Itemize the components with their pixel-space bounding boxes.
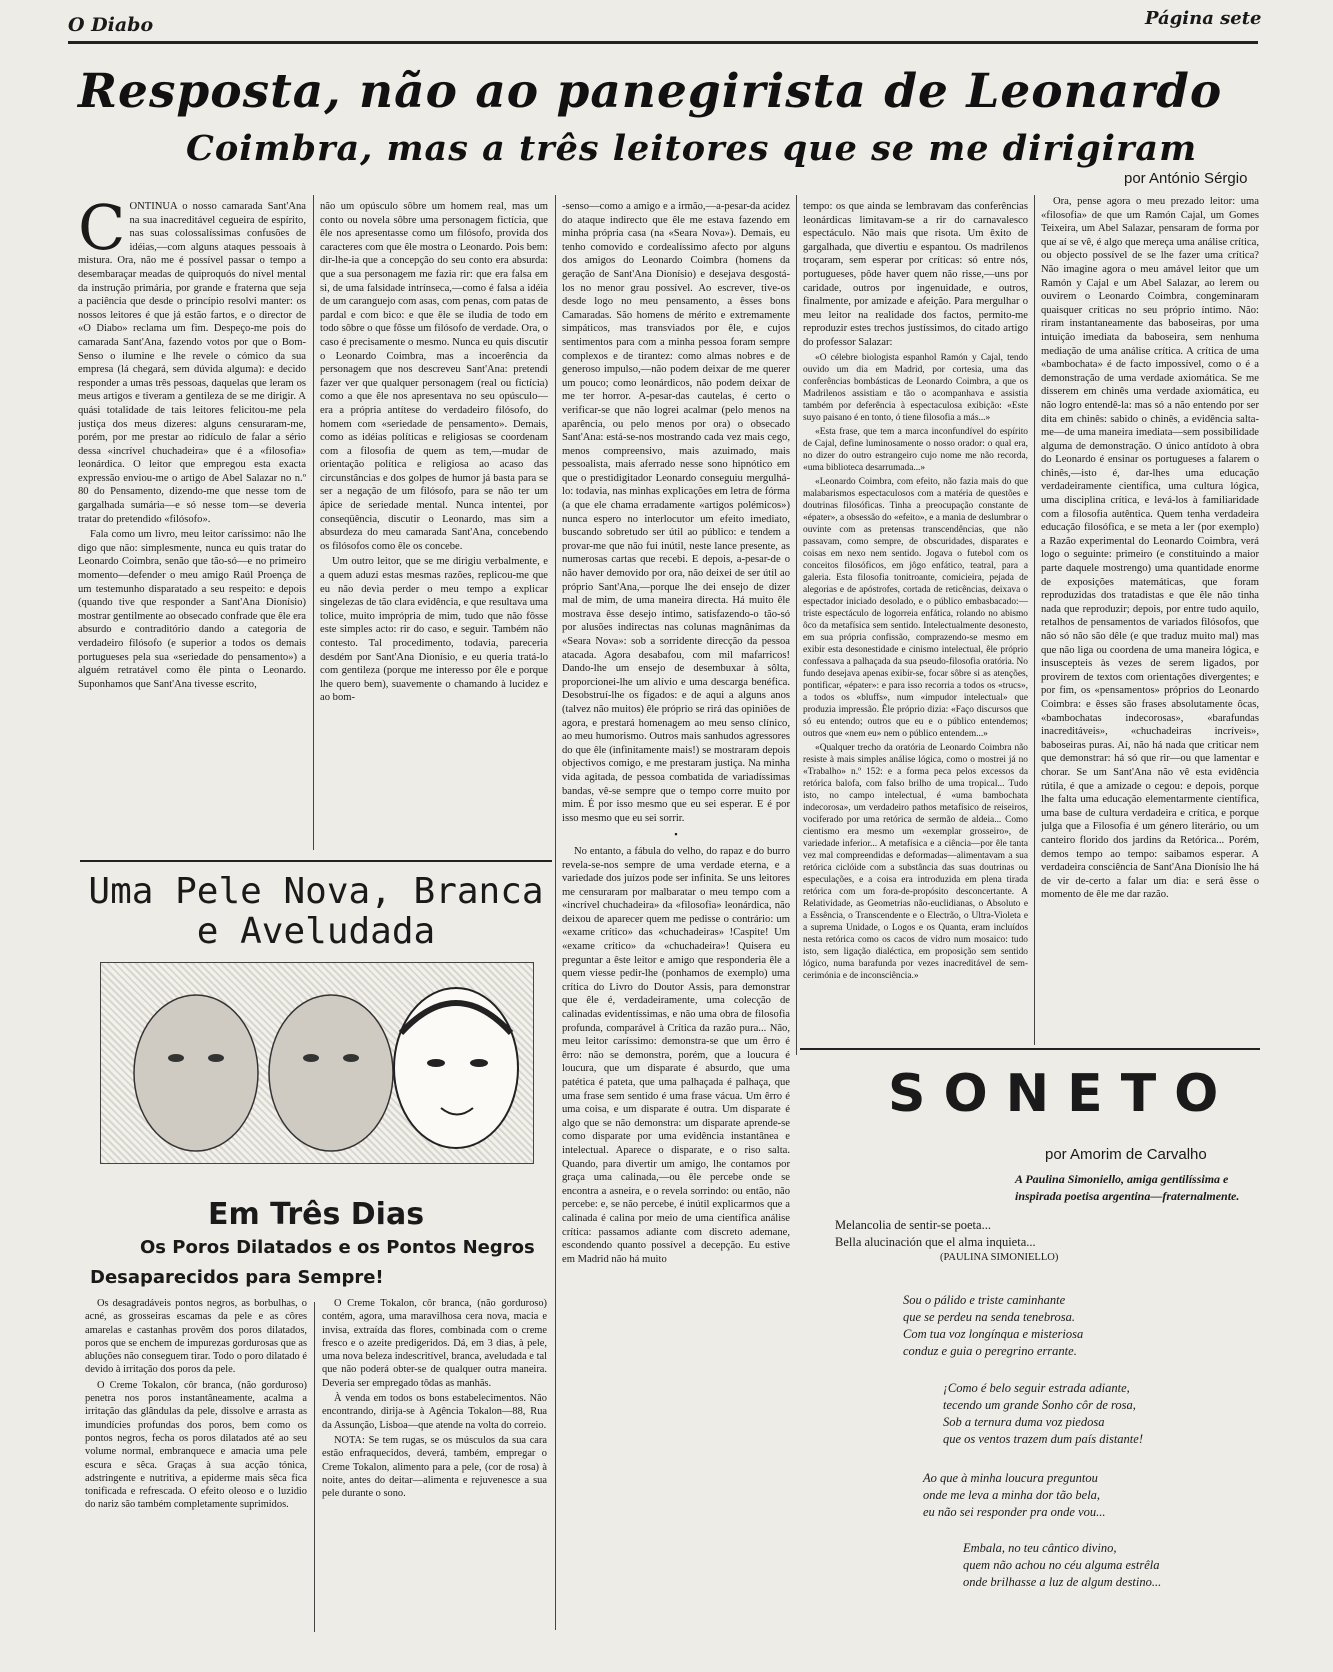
verse-line: onde brilhasse a luz de algum destino... — [963, 1575, 1162, 1589]
article-paragraph: tempo: os que ainda se lembravam das conferências leonárdicas limitavam-se a rir do carnavalesco espectáculo. Não mais que risota. Um êxito de gargalhada, que divertiu e espantou. Os madrilenos troçaram, sem esperar por críticas: só entre nós, portugueses, pôde haver quem não risse,—uns por caridade, outros por ingenuidade, e outros, finalmente, por amizade e afeição. Para mergulhar o meu leitor na realidade dos factos, permito-me reproduzir estes trechos justíssimos, do citado artigo do professor Salazar: — [803, 201, 1028, 348]
drop-cap: C — [78, 200, 126, 264]
article-paragraph: -senso—como a amigo e a irmão,—a-pesar-da acidez do ataque indirecto que êle me estava fazendo em minha própria casa (na «Seara Nova»). Demais, eu tenho comovido e cordealíssimo afecto por alguns dos amigos do Leonardo Coimbra (homens da geração de Sant'Ana Dionísio) e desejava desgostá-los no menor grau possível. Ao escrever, tive-os desde logo no meu pensamento, a êsses bons Camaradas. São homens de mérito e extremamente simpáticos, mas transviados por êle, e cujos sentimentos para com a minha pessoa foram sempre complexos e de tirantez: como almas nobres e de generoso impulso,—não podem deixar de me querer um pouco; como leonárdicos, não podem deixar de me ter horror. A-pesar-das cautelas, é certo o verificar-se que não logrei acalmar (pelo menos na aparência, ou pelo menos por ora) o obsecado Sant'Ana: está-se-nos mostrando cada vez mais cego, menos compreensivo, mais azuimado, mais pessoalista, mais aferrado nesse sono hipnótico em que o prestidigitador Leonardo conseguiu mergulhá-lo: todavia, nas minhas explicações em letra de fórma (a que ele chama erradamente «artigos polémicos») nunca espero no interlocutor um efeito imediato, buscando sobretudo ser útil ao público: e tendem a provar-me que não fui inútil, neste lance presente, as numerosas cartas que recebi. E depois, a-pesar-de o não haver demovido por ora, não deixei de ser útil ao próprio Sant'Ana,—porque lhe dei ensejo de dizer mal de mim, de uma maneira directa. Há muito êle mostrava êsse desejo íntimo, satisfazendo-o tão-só por alusões indirectas nas colunas magnânimas da «Seara Nova»: sob a sorridente direcção da pessoa atacada. Agora desabafou, com mil mafarricos! Dando-lhe um ensejo de desembuxar à sôlta, proporcionei-lhe um alívio e uma descarga benéfica. Desobstruí-lhe os fígados: e de aqui a alguns anos (talvez não muitos) êle próprio se rirá das opiniões de agora, e prestará homenagem ao meu senso clínico, ao meu humorismo. Outros mais sanhudos agressores do que êle (infinitamente mais!) se mostraram depois objectivos comigo, e me prestaram justiça. Na minha vida agitada, de pessoa combatida de variadíssimas bandas, vê-se sempre que o tempo corre muito por mim. É por isso mesmo que eu sei esperar. E é por isso mesmo que eu sei sorrir. — [562, 201, 790, 824]
article-paragraph: Um outro leitor, que se me dirigiu verbalmente, e a quem aduzi estas mesmas razões, replicou-me que eu não devia perder o meu tempo a explicar singelezas de tão clara evidência, e que resultava uma tolice, muito imprópria de mim, tudo que não fôsse este simples acto: rir do caso, e seguir. Também não contesto. Tal procedimento, todavia, pareceria desdém por Sant'Ana Dionísio, e eu queria tratá-lo com gentileza (porque me interesso por êle e porque lhe quero bem), suavemente o chamando à lucidez e ao bom- — [320, 556, 548, 704]
article-column-1 — [78, 200, 306, 850]
quote-paragraph: «O célebre biologista espanhol Ramón y Cajal, tendo ouvido um dia em Madrid, por cortesia, uma das conferências bombásticas de Leonardo Coimbra, a que os Madrilenos assistiam e tão o acompanhava e assistia também por deferência à espectaculosa exibição: «Este suyo paisano é en tonto, ó tiene filosofia a más...» — [803, 352, 1028, 423]
quote-paragraph: «Leonardo Coimbra, com efeito, não fazia mais do que malabarismos espectaculosos com a matéria de questões e doutrinas filosóficas. Tinha a preocupação constante de «épater», a obsessão do «efeito», e a mania de deslumbrar o ouvinte com as pretensas transcendências, que não passavam, como sempre, de obscuridades, disparates e coisas em nexo nem sentido. Jogava o futebol com os conceitos filosóficos, em jôgo enfático, teatral, para a galeria. Esta filosofia tonitroante, comicieira, pejada de alegorias e de apóstrofes, cortada de reticências, deixava o espectador iniciado desolado, e o público embasbacado:—triste espectáculo de logorreia enfática, rolando no abismo ôco da metafísica sem sentido. Intelectualmente desonesto, em sua própria confissão, comprazendo-se mesmo em exibir esta desonestidade e cinismo intelectual, êle próprio confessava a palhaçada da sua pseudo-filosofia oratória. No fundo desejava apenas exibir-se, focar sôbre si as atenções, pontificar, «épater»: e para isso recorria a todos os «trucs», a todos os «bluffs», num «impudor intelectual» que produzia impressão. Êle próprio dizia: «Faço discursos que só eu entendo; outros que eu e o público entendemos; outros que «nem eu» nem o público entendem...» — [803, 476, 1028, 739]
column-rule — [555, 195, 556, 1630]
soneto-dedication-2: inspirada poetisa argentina—fraternalmente. — [1015, 1189, 1240, 1203]
verse-line: Sob a ternura duma voz piedosa — [943, 1415, 1105, 1429]
section-divider: ▪ — [674, 829, 678, 840]
quote-paragraph: «Qualquer trecho da oratória de Leonardo Coimbra não resiste à mais simples análise lógica, como o mostrei já no «Trabalho» n.º 152: e a forma peca pelos excessos da retórica balofa, com falso brilho de uma tropical... Tudo isto, no campo intelectual, é «uma bambochata indecorosa», um verdadeiro pathos metafísico de reiseiros, vociferado por uma retórica de sermão de aldeia... Como cientismo era mesmo um «exemplar grosseiro», de variedade inferior... A metafísica e a ciência—por êle tanta vez mal compreendidas e deformadas—alimentavam a sua retórica ciclóide com a substância das suas doutrinas ou especulações, e a coisa era introduzida em plena tirada retórica com um fora-de-propósito desconcertante. A Relatividade, as Geometrias não-euclidianas, o Absoluto e a Essência, o Transcendente e o Electrão, o Ultra-Violeta e a suprema Unidade, o Logos e os Quanta, eram incluídos nesta retórica como os cacos de vidro num mosaico: tudo isto, sem ligação dialéctica, em proposição sem sentido lógico, numa barafunda por vezes inacreditável de sem-cerimónia e de inconsciência.» — [803, 742, 1028, 981]
verse-line: eu não sei responder pra onde vou... — [923, 1505, 1106, 1519]
ad-paragraph: O Creme Tokalon, côr branca, (não gorduroso) contém, agora, uma maravilhosa cera nova, macia e invisa, extraída das flores, combinada com o creme fresco e o azeite predigeridos. Dá, em 3 dias, à pele, uma nova beleza indescritível, branca, aveludada e tal que não poderá obter-se de qualquer outra maneira. Deveria ser empregado tôdas as manhãs. — [322, 1298, 547, 1389]
article-column-2 — [320, 200, 548, 850]
ad-headline-line2: e Aveludada — [196, 911, 436, 952]
article-paragraph: não um opúsculo sôbre um homem real, mas um conto ou novela sôbre uma personagem fictícia, que êle nos apresentasse como um filósofo, provida dos caracteres com que êle mostra o Leonardo. Pois bem: dir-lhe-ia que a concepção do seu conto era absurda: que a sua personagem me fazia rir: que era falsa em si, de uma falsidade intrínseca,—como é falsa a idéia de um caranguejo com asas, com penas, com patas de pardal e com bico: e que êle se iludia de todo em todo sôbre o que fôsse um filósofo de verdade. Ora, o caso é precisamente o mesmo. Nunca eu quis discutir o Leonardo Coimbra, mas a incoerência da personagem que nos descreveu Sant'Ana: pretendi fazer ver que qualquer personagem (real ou fictícia) como a que êle nos apresentava no seu opúsculo—era a própria antítese do verdadeiro filósofo, do homem com «seriedade de pensamento». Demais, como as idéias políticas e religiosas se coordenam com a filosofia de quem as tem,—mudar de orientação política e religiosa ao acaso das circunstâncias e dos golpes de humor já basta para se ser a negação de um filósofo, para se não ter um ápice de seriedade mental. Nunca intentei, por conseqüência, discutir o Leonardo, mas sim a absurdeza do meu camarada Sant'Ana, concebendo os filósofos como êle os concebe. — [320, 201, 548, 552]
soneto-byline: por Amorim de Carvalho — [1045, 1146, 1207, 1163]
epigraph-line1: Melancolia de sentir-se poeta... — [835, 1218, 991, 1232]
verse-line: Ao que à minha loucura preguntou — [923, 1471, 1098, 1485]
ad-subtitle-1: Os Poros Dilatados e os Pontos Negros — [140, 1237, 535, 1258]
article-column-5 — [1041, 195, 1259, 1045]
ad-illustration — [100, 962, 534, 1164]
stanza-3 — [923, 1470, 1106, 1521]
article-column-4 — [803, 200, 1028, 1050]
tokalon-ad — [80, 860, 552, 1637]
stanza-1 — [903, 1292, 1083, 1360]
article-paragraph: Fala como um livro, meu leitor caríssimo: não lhe digo que não: simplesmente, nunca eu quis tratar do Leonardo Coimbra, senão que tão-só—e no primeiro momento—defender o meu amigo Raúl Proença de um testemunho disparatado a seu respeito: e depois (quando tive que responder a Sant'Ana Dionísio) mostrar gentilmente ao obsecado confrade que êle era absurdo e contraditório dando a categoria de verdadeiro filósofo (e superior a todos os demais portugueses pela sua «seriedade do pensamento») a alguém retratável como êle pinta o Leonardo. Suponhamos que Sant'Ana tivesse escrito, — [78, 529, 306, 690]
article-paragraph: Ora, pense agora o meu prezado leitor: uma «filosofia» de que um Ramón Cajal, um Gomes Teixeira, um Abel Salazar, pensaram de forma por que aí se vê, é algo que mereça uma análise crítica, ou objecto possível de se lhe fazer uma crítica? Não imagine agora o meu amável leitor que um Ramón y Cajal e um Abel Salazar, ao lerem ou ouvirem o Leonardo Coimbra, congeminaram quaisquer críticas no seu próprio íntimo. Não: riram instantaneamente das baboseiras, por uma intuição imediata da baboseira, sem nenhuma mediação de uma análise crítica. A crítica de uma «bambochata» é de facto impossível, como o é a demonstração de uma verdade axiomática. Se me disserem em chinês uma verdade axiomática, eu não logro entendê-la: mas só a não entendo por ser dita em chinês: sabido o chinês, a evidência salta-me—de uma maneira imediata—sem possibilidade alguma de demonstração. O único antídoto à obra do Leonardo é ensinar os portugueses a falarem o chinês,—isto é, dar-lhes uma educação verdadeiramente científica, uma cultura lógica, uma disciplina crítica, e levá-los à familiaridade com a filosofia autêntica. Quem tenha verdadeira educação filosófica, e se meta a ler (por exemplo) a Razão experimental do Leonardo Coimbra, verá logo o seguinte: primeiro (e constituindo a maior parte daquele mostrengo) uma quantidade enorme de exposições matemáticas, que foram reproduzidas dos tratadistas e que êle não tinha nada que reproduzir; depois, por entre tudo aquilo, retalhos de pensamentos de variados filósofos, que não só não são dêle (e que traduz muito mal) mas que não liga ou coordena de uma maneira lógica, e insuscepteis às vezes de serem ligados, por provirem de textos com orientações divergentes; e por fim, os «pensamentos» próprios do Leonardo Coimbra: e êsses são frases absolutamente ôcas, «bambochatas indecorosas», «barafundas inacreditáveis», «chuchadeiras incríveis», baboseiras puras. Aí, não há nada que criticar nem que demonstrar: há só que rir—ou que lamentar e chorar. Se um Sant'Ana não vê esta evidência rútila, é que a amizade o cegou: e depois, porque lhe falta uma educação elementarmente científica, uma base de cultura verdadeira e crítica, e porque julga que a Filosofia é um género literário, ou um canteiro florido dos jardins da Retórica... Porém, demos tempo ao tempo: saibamos esperar. A verdadeira consciência de Sant'Ana Dionísio lhe há de vir de-certo a falar um dia: e será êsse o momento de êle me dar razão. — [1041, 196, 1259, 901]
soneto-section — [800, 1048, 1260, 1650]
verse-line: que se perdeu na senda tenebrosa. — [903, 1310, 1075, 1324]
masthead-left: O Diabo — [68, 14, 154, 36]
article-byline: por António Sérgio — [1124, 170, 1248, 187]
article-column-3 — [562, 200, 790, 1635]
faces-illustration-icon — [101, 963, 533, 1163]
verse-line: Com tua voz longínqua e misteriosa — [903, 1327, 1084, 1341]
quote-paragraph: «Esta frase, que tem a marca inconfundível do espírito de Cajal, define luminosamente o nosso orador: o qual era, no dizer do outro estrangeiro cujo nome me não recorda, «uma biblioteca desarrumada...» — [803, 426, 1028, 473]
ad-paragraph: Os desagradáveis pontos negros, as borbulhas, o acné, as grosseiras escamas da pele e as côres amarelas e castanhas provêm dos poros dilatados, poros que se enchem de impurezas gordurosas que as abluções não conseguem tirar. Todo o poro dilatado é devido à irritação dos poros da pele. — [85, 1298, 307, 1376]
verse-line: onde me leva a minha dor tão bela, — [923, 1488, 1101, 1502]
column-rule — [796, 195, 797, 1055]
verse-line: Embala, no teu cântico divino, — [963, 1541, 1117, 1555]
soneto-title: SONETO — [888, 1064, 1237, 1124]
epigraph-line2: Bella alucinación que el alma inquieta... — [835, 1235, 1036, 1249]
epigraph-author: (PAULINA SIMONIELLO) — [940, 1252, 1059, 1263]
soneto-dedication-1: A Paulina Simoniello, amiga gentilíssima e — [1015, 1172, 1229, 1186]
article-paragraph: No entanto, a fábula do velho, do rapaz e do burro revela-se-nos sempre de uma verdade eterna, e a variedade dos juízos pode ser infinita. Se uns leitores me censuraram por malbaratar o meu tempo com a «incrível chuchadeira» da «filosofia» leonárdica, não deixou de aparecer quem me pedisse o contrário: um «exame crítico» das «chuchadeiras» !Caspite! Um «exame crítico» da «chuchadeira»! Quisera eu preguntar a êste leitor e amigo que responderia êle a quem viesse pedir-lhe (ponhamos de exemplo) uma crítica do Livro do Doutor Assis, para demonstrar que êle é, verdadeiramente, uma colecção de calinadas evidentíssimas, e não uma obra de filosofia profunda, comparável à Crítica da razão pura... Não, meu leitor caríssimo: demonstra-se que um êrro é êrro: não se demonstra, porém, que a loucura é loucura, que um disparate é absurdo, que uma patética é pateta, que uma palhaçada é palhaça, que uma frase sem sentido é uma frase vácua. Um êrro é uma coisa, e um disparate é outra. Um disparate é algo que se não demonstra: um disparate aprende-se como disparate por uma evidência instantânea e intelectual. Aparece o disparate, e o riso salta. Quando, para divertir um amigo, lhe contamos por graça uma calinada,—ou êle percebe onde se encontra a asneira, e o revela sorrindo: ou então, não percebe: e, se não percebe, é inútil explicarmos que a calinada é calina por meio de uma científica análise crítica: passamos adiante com discreto ademane, escondendo quanto possível a decepção. Eu estive em Madrid não há muito — [562, 845, 790, 1265]
column-rule — [313, 195, 314, 850]
ad-column-2 — [322, 1297, 547, 1637]
stanza-4 — [963, 1540, 1161, 1591]
ad-title: Em Três Dias — [207, 1197, 425, 1232]
article-title-line2: Coimbra, mas a três leitores que se me dirigiram — [186, 128, 1198, 169]
stanza-2 — [943, 1380, 1143, 1448]
ad-paragraph: O Creme Tokalon, côr branca, (não gorduroso) penetra nos poros instantâneamente, acalma a irritação das glândulas da pele, dissolve e arrasta as imundícies profundas dos poros, bem como os pontos negros, fecha os poros dilatados até ao seu volume normal, embranquece e amacia uma pele escura e sêca. Graças à sua acção tónica, adstringente e nutritiva, a epiderme mais sêca fica tonificada e refrescada. O efeito oleoso e o luzidio do nariz são também completamente suprimidos. — [85, 1379, 307, 1511]
masthead-rule — [68, 41, 1258, 44]
verse-line: que os ventos trazem dum país distante! — [943, 1432, 1143, 1446]
verse-line: ¡Como é belo seguir estrada adiante, — [943, 1381, 1130, 1395]
article-title-line1: Resposta, não ao panegirista de Leonardo — [78, 64, 1223, 119]
verse-line: Sou o pálido e triste caminhante — [903, 1293, 1066, 1307]
masthead-right: Página sete — [1145, 8, 1262, 29]
ad-paragraph: À venda em todos os bons estabelecimentos. Não encontrando, dirija-se à Agência Tokalon—88, Rua da Assunção, Lisboa—que atende na volta do correio. — [322, 1393, 547, 1431]
article-paragraph: ONTINUA o nosso camarada Sant'Ana na sua inacreditável cegueira de espírito, nas suas colossalíssimas confusões de idéias,—com alguns ataques pessoais à mistura. Ora, não me é possível passar o tempo a desembaraçar meadas de quiproquós do nível mental da instrução primária, por grande e fraterna que seja a paciência que desde o princípio resolvi manter: os nossos leitores é que já estão fartos, e o director de «O Diabo» reclama um fim. Despeço-me pois do camarada Sant'Ana, fazendo votos por que o Bom-Senso o ilumine e lhe revele o cómico da sua empresa (lá chegará, sem dúvida alguma): e decido responder a umas três pessoas, daquelas que leram os meus artigos e tiveram a gentileza de se me dirigir. A quási totalidade de tais leitores felicitou-me pela justiça dos meus dizeres: alguns censuraram-me, porém, por me prestar ao ridículo de falar a sério dessa «incrível chuchadeira» que é a «filosofia» leonárdica. O leitor que empregou esta exacta expressão enviou-me o artigo de Abel Salazar no n.º 80 do Pensamento, dizendo-me que nesse tom de gargalhada sumária—e só nesse tom—se deveria tratar do pretendido «filósofo». — [78, 201, 306, 525]
verse-line: quem não achou no céu alguma estrêla — [963, 1558, 1160, 1572]
verse-line: conduz e guia o peregrino errante. — [903, 1344, 1077, 1358]
ad-column-1 — [85, 1297, 307, 1637]
ad-headline-line1: Uma Pele Nova, Branca — [88, 871, 544, 912]
column-rule — [314, 1302, 315, 1632]
column-rule — [1034, 195, 1035, 1045]
ad-subtitle-2: Desaparecidos para Sempre! — [90, 1267, 384, 1288]
verse-line: tecendo um grande Sonho côr de rosa, — [943, 1398, 1136, 1412]
ad-paragraph: NOTA: Se tem rugas, se os músculos da sua cara estão enfraquecidos, deverá, também, empregar o Creme Tokalon, alimento para a pele, (cor de rosa) à noite, antes do deitar—alimenta e rejuvenesce a sua pele durante o sono. — [322, 1434, 547, 1500]
